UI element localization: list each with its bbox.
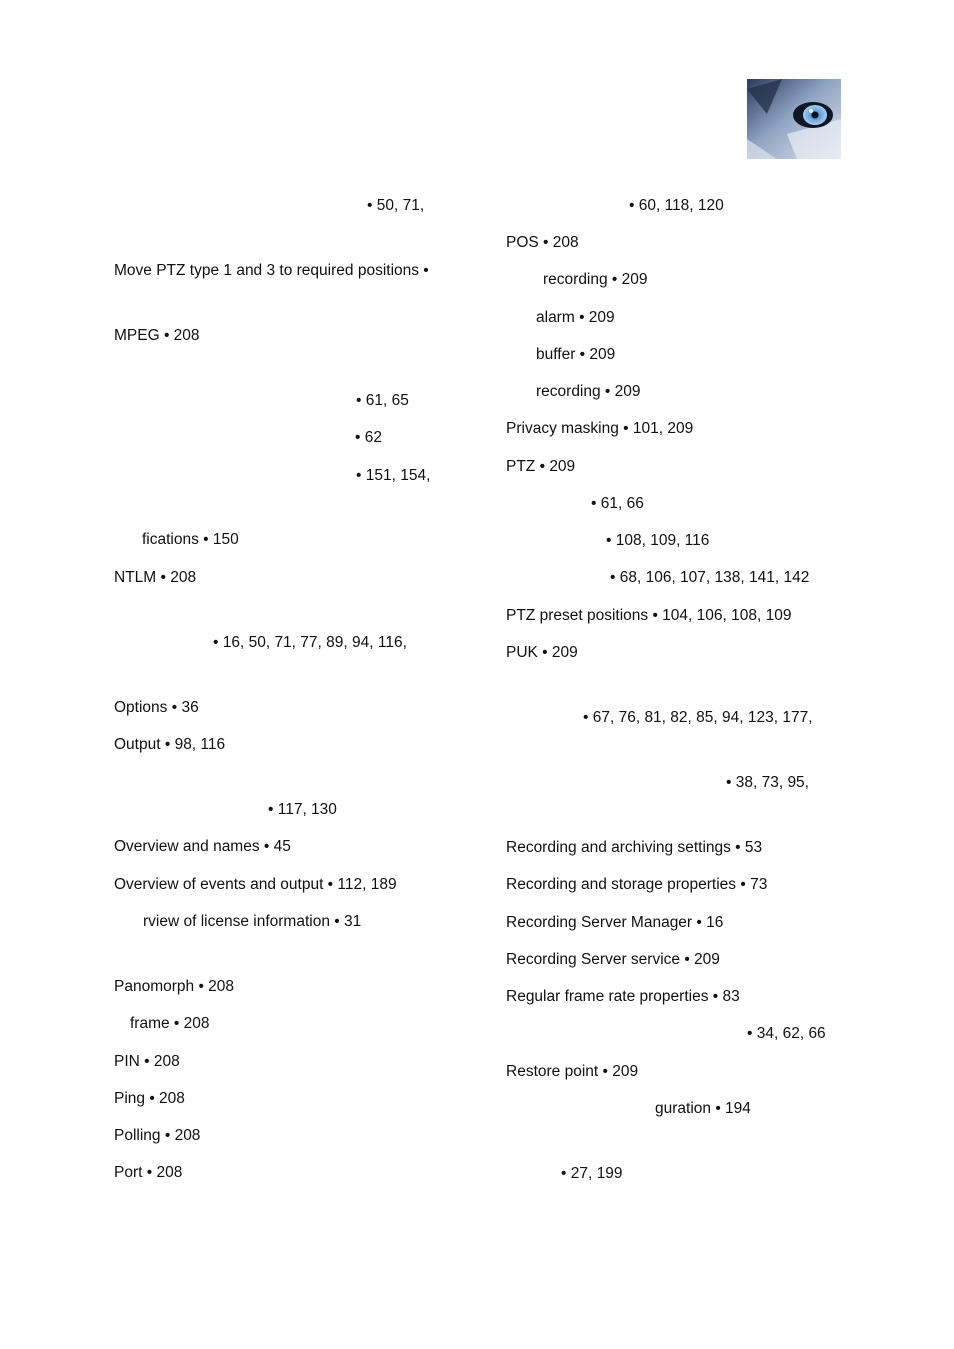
index-entry[interactable]: • 50, 71, <box>367 197 425 214</box>
index-entry[interactable]: recording • 209 <box>536 383 641 400</box>
index-entry[interactable]: Recording and archiving settings • 53 <box>506 839 763 856</box>
index-entry[interactable]: Regular frame rate properties • 83 <box>506 988 740 1005</box>
index-entry[interactable]: • 38, 73, 95, <box>726 774 809 791</box>
index-entry[interactable]: fications • 150 <box>142 531 239 548</box>
index-entry[interactable]: • 27, 199 <box>561 1165 623 1182</box>
index-entry[interactable]: guration • 194 <box>655 1100 751 1117</box>
index-entry[interactable]: Overview and names • 45 <box>114 838 291 855</box>
index-entry[interactable]: Output • 98, 116 <box>114 736 226 753</box>
index-entry[interactable]: • 151, 154, <box>356 467 431 484</box>
index-entry[interactable]: NTLM • 208 <box>114 569 197 586</box>
index-entry[interactable]: recording • 209 <box>543 271 648 288</box>
index-entry[interactable]: • 68, 106, 107, 138, 141, 142 <box>610 569 810 586</box>
index-entry[interactable]: PTZ preset positions • 104, 106, 108, 109 <box>506 607 792 624</box>
index-entry[interactable]: • 16, 50, 71, 77, 89, 94, 116, <box>213 634 407 651</box>
index-entry[interactable]: Move PTZ type 1 and 3 to required positions • <box>114 262 429 279</box>
index-entry[interactable]: • 62 <box>355 429 382 446</box>
wolf-eye-logo-icon <box>747 79 841 159</box>
index-entry[interactable]: Port • 208 <box>114 1164 183 1181</box>
index-entry[interactable]: Recording Server service • 209 <box>506 951 720 968</box>
index-entry[interactable]: buffer • 209 <box>536 346 616 363</box>
index-entry[interactable]: Options • 36 <box>114 699 199 716</box>
index-entry[interactable]: • 61, 66 <box>591 495 644 512</box>
index-entry[interactable]: alarm • 209 <box>536 309 615 326</box>
index-entry[interactable]: Recording and storage properties • 73 <box>506 876 768 893</box>
index-entry[interactable]: Ping • 208 <box>114 1090 185 1107</box>
index-entry[interactable]: Panomorph • 208 <box>114 978 235 995</box>
index-entry[interactable]: • 60, 118, 120 <box>629 197 724 214</box>
index-entry[interactable]: • 117, 130 <box>268 801 337 818</box>
index-entry[interactable]: PIN • 208 <box>114 1053 180 1070</box>
index-entry[interactable]: • 34, 62, 66 <box>747 1025 826 1042</box>
index-entry[interactable]: Overview of events and output • 112, 189 <box>114 876 397 893</box>
index-entry[interactable]: • 67, 76, 81, 82, 85, 94, 123, 177, <box>583 709 813 726</box>
index-entry[interactable]: PTZ • 209 <box>506 458 576 475</box>
index-entry[interactable]: • 108, 109, 116 <box>606 532 710 549</box>
index-entry[interactable]: Recording Server Manager • 16 <box>506 914 724 931</box>
index-entry[interactable]: • 61, 65 <box>356 392 409 409</box>
index-entry[interactable]: Privacy masking • 101, 209 <box>506 420 694 437</box>
index-entry[interactable]: Restore point • 209 <box>506 1063 639 1080</box>
index-entry[interactable]: MPEG • 208 <box>114 327 200 344</box>
index-entry[interactable]: Polling • 208 <box>114 1127 201 1144</box>
index-entry[interactable]: frame • 208 <box>130 1015 210 1032</box>
index-entry[interactable]: rview of license information • 31 <box>143 913 362 930</box>
index-entry[interactable]: POS • 208 <box>506 234 579 251</box>
index-entry[interactable]: PUK • 209 <box>506 644 578 661</box>
